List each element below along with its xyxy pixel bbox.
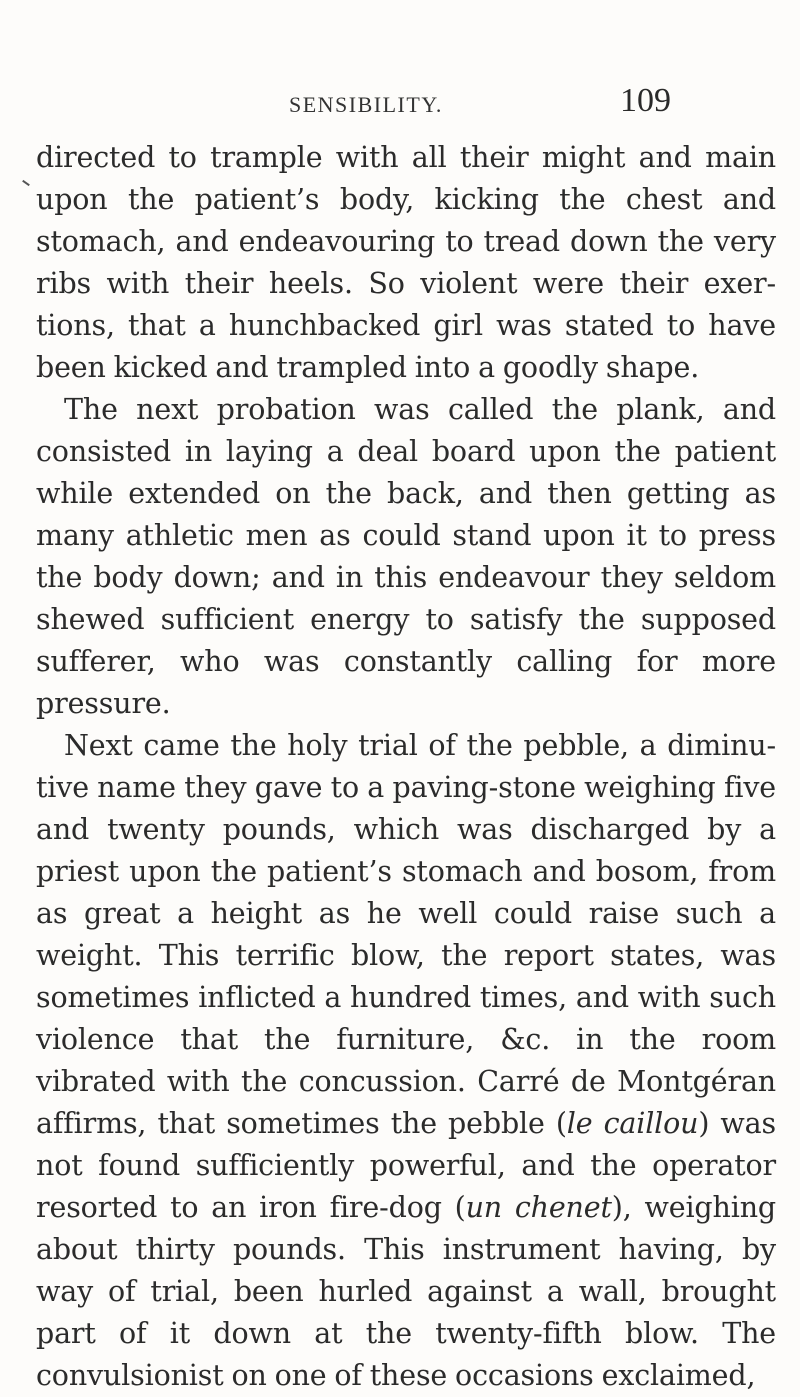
text-line: affirms, that sometimes the pebble (le caillou) was <box>36 1107 776 1140</box>
text-line: way of trial, been hurled against a wall, brought <box>36 1275 776 1308</box>
margin-mark <box>22 180 30 186</box>
text-line: vibrated with the concussion. Carré de Montgéran <box>36 1065 776 1098</box>
text-line: convulsionist on one of these occasions exclaimed, <box>36 1359 756 1392</box>
running-head: SENSIBILITY. <box>289 92 443 117</box>
body-text <box>36 137 776 1397</box>
text-line: consisted in laying a deal board upon the patient <box>36 435 776 468</box>
text-line: upon the patient’s body, kicking the chest and <box>36 183 776 216</box>
text-line: tive name they gave to a paving-stone weighing five <box>36 771 776 804</box>
text-line: priest upon the patient’s stomach and bosom, from <box>36 855 776 888</box>
text-line: not found sufficiently powerful, and the operator <box>36 1149 776 1182</box>
text-line: sometimes inflicted a hundred times, and with such <box>36 981 776 1014</box>
text-line: Next came the holy trial of the pebble, a diminu- <box>64 729 776 762</box>
text-line: violence that the furniture, &c. in the room <box>36 1023 776 1056</box>
text-line: directed to trample with all their might and main <box>36 141 776 174</box>
italic-phrase: le caillou <box>566 1107 699 1140</box>
text-line: many athletic men as could stand upon it to press <box>36 519 776 552</box>
text-line: shewed sufficient energy to satisfy the supposed <box>36 603 776 636</box>
text-line: been kicked and trampled into a goodly shape. <box>36 351 700 384</box>
text-line: sufferer, who was constantly calling for more <box>36 645 776 678</box>
text-line: tions, that a hunchbacked girl was stated to have <box>36 309 776 342</box>
text-line: about thirty pounds. This instrument having, by <box>36 1233 776 1266</box>
text-line: pressure. <box>36 687 171 720</box>
page-number: 109 <box>620 82 671 119</box>
text-line: and twenty pounds, which was discharged by a <box>36 813 776 846</box>
italic-phrase: un chenet <box>465 1191 612 1224</box>
text-line: The next probation was called the plank, and <box>64 393 776 426</box>
text-line: the body down; and in this endeavour they seldom <box>36 561 776 594</box>
text-line: weight. This terrific blow, the report states, was <box>36 939 776 972</box>
text-line: ribs with their heels. So violent were their exer- <box>36 267 776 300</box>
text-line: resorted to an iron fire-dog (un chenet), weighing <box>36 1191 776 1224</box>
text-line: while extended on the back, and then getting as <box>36 477 776 510</box>
text-line: part of it down at the twenty-fifth blow. The <box>36 1317 776 1350</box>
page-header <box>0 82 800 128</box>
text-line: stomach, and endeavouring to tread down the very <box>36 225 776 258</box>
text-line: as great a height as he well could raise such a <box>36 897 776 930</box>
